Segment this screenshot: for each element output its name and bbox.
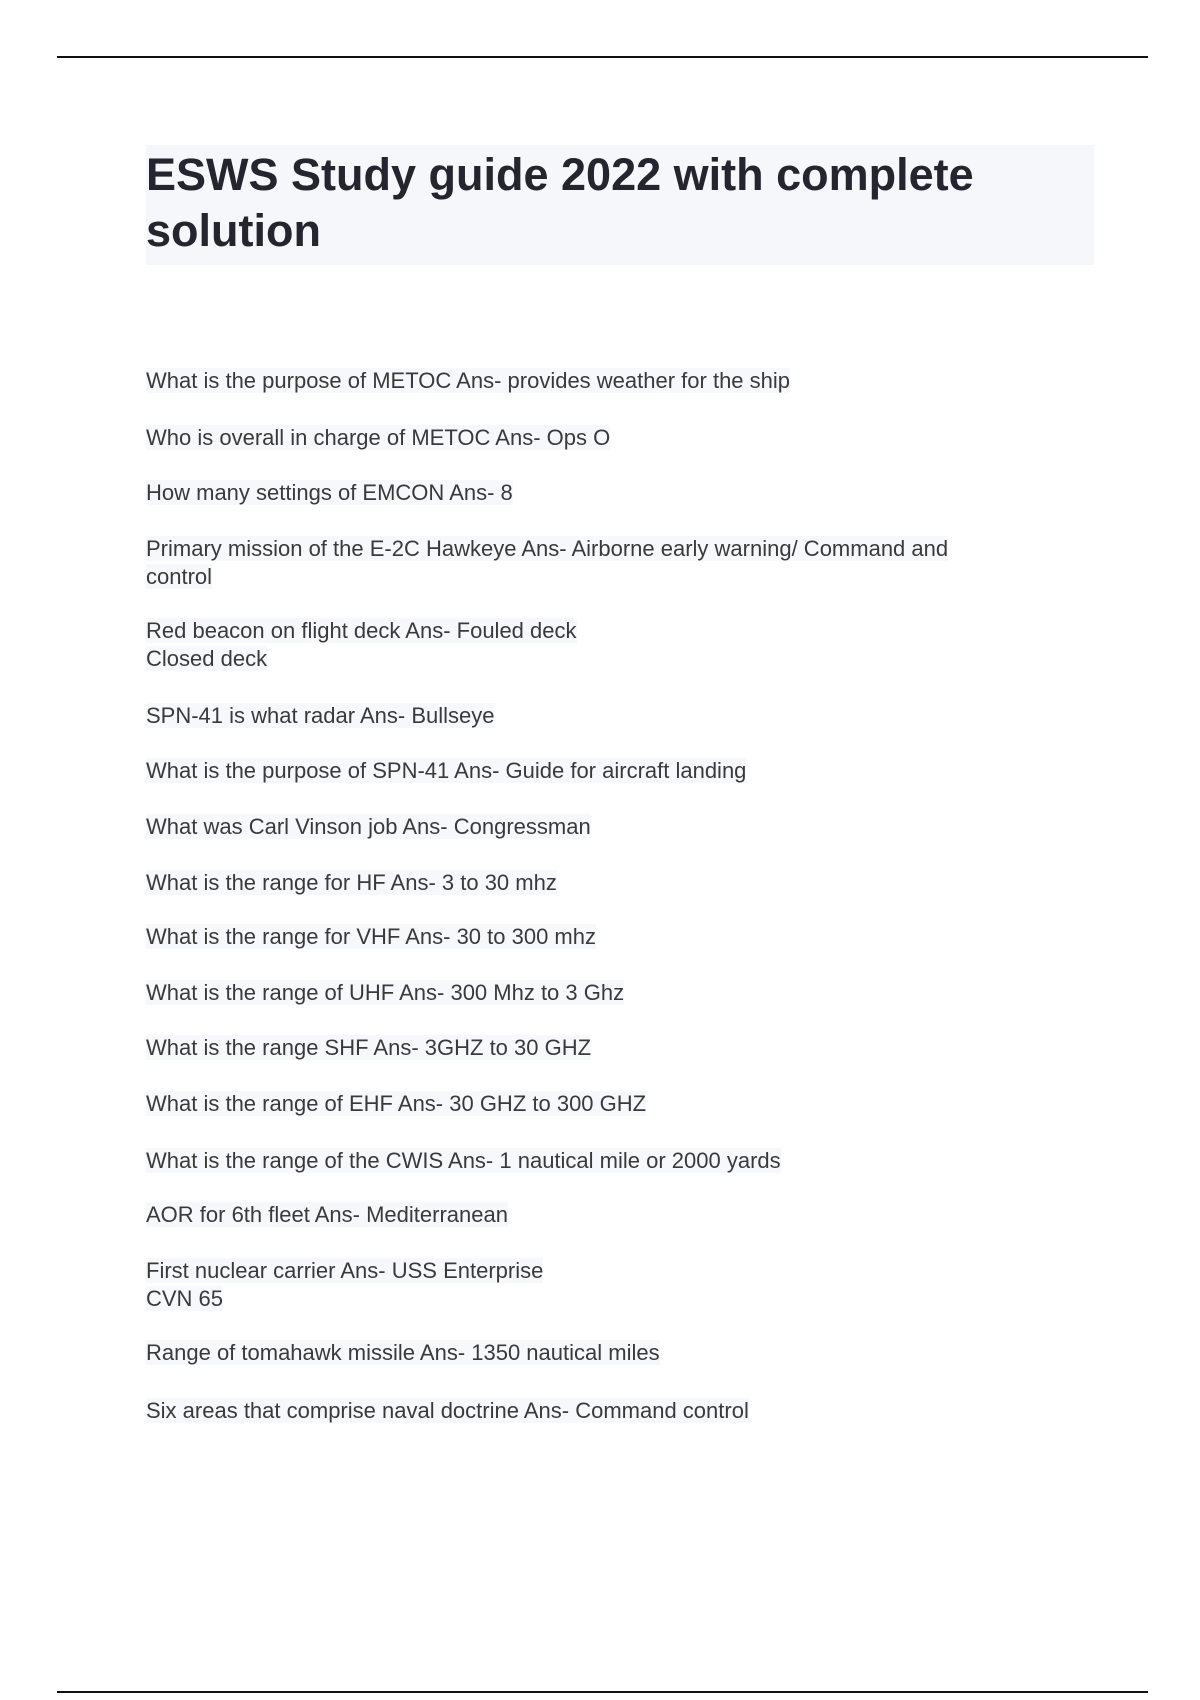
qa-line: SPN-41 is what radar Ans- Bullseye bbox=[146, 703, 495, 728]
qa-item bbox=[146, 1201, 508, 1229]
qa-item bbox=[146, 1090, 646, 1118]
qa-item bbox=[146, 1339, 660, 1367]
qa-item bbox=[146, 424, 610, 452]
header-rule bbox=[57, 56, 1148, 58]
qa-item bbox=[146, 617, 577, 673]
qa-line: What is the range of UHF Ans- 300 Mhz to 3 Ghz bbox=[146, 980, 625, 1005]
qa-item bbox=[146, 1257, 543, 1313]
qa-item bbox=[146, 479, 513, 507]
qa-line: What is the range for VHF Ans- 30 to 300 mhz bbox=[146, 924, 596, 949]
qa-line: What is the range of EHF Ans- 30 GHZ to 300 GHZ bbox=[146, 1091, 647, 1116]
qa-line: Six areas that comprise naval doctrine Ans- Command control bbox=[146, 1398, 749, 1423]
qa-line: Range of tomahawk missile Ans- 1350 nautical miles bbox=[146, 1340, 660, 1365]
qa-item bbox=[146, 1397, 749, 1425]
qa-item bbox=[146, 869, 557, 897]
qa-item bbox=[146, 757, 746, 785]
qa-item bbox=[146, 1147, 781, 1175]
qa-line: Closed deck bbox=[146, 646, 268, 671]
qa-item bbox=[146, 979, 624, 1007]
qa-item bbox=[146, 535, 948, 591]
qa-item bbox=[146, 1034, 591, 1062]
footer-rule bbox=[57, 1691, 1148, 1693]
document-title: ESWS Study guide 2022 with complete solution bbox=[146, 145, 1094, 265]
qa-line: How many settings of EMCON Ans- 8 bbox=[146, 480, 513, 505]
qa-item bbox=[146, 702, 495, 730]
qa-line: Red beacon on flight deck Ans- Fouled deck bbox=[146, 618, 577, 643]
qa-line: Who is overall in charge of METOC Ans- Ops O bbox=[146, 425, 611, 450]
qa-line: What is the purpose of METOC Ans- provides weather for the ship bbox=[146, 368, 791, 393]
qa-item bbox=[146, 923, 596, 951]
qa-line: What was Carl Vinson job Ans- Congressman bbox=[146, 814, 591, 839]
qa-line: CVN 65 bbox=[146, 1286, 224, 1311]
qa-line: Primary mission of the E-2C Hawkeye Ans- Airborne early warning/ Command and bbox=[146, 536, 949, 561]
qa-line: What is the range of the CWIS Ans- 1 nautical mile or 2000 yards bbox=[146, 1148, 781, 1173]
qa-item bbox=[146, 367, 790, 395]
qa-line: AOR for 6th fleet Ans- Mediterranean bbox=[146, 1202, 508, 1227]
qa-line: What is the range for HF Ans- 3 to 30 mhz bbox=[146, 870, 557, 895]
qa-line: What is the range SHF Ans- 3GHZ to 30 GHZ bbox=[146, 1035, 592, 1060]
qa-line: First nuclear carrier Ans- USS Enterprise bbox=[146, 1258, 544, 1283]
qa-line: control bbox=[146, 564, 213, 589]
qa-item bbox=[146, 813, 591, 841]
qa-line: What is the purpose of SPN-41 Ans- Guide for aircraft landing bbox=[146, 758, 747, 783]
